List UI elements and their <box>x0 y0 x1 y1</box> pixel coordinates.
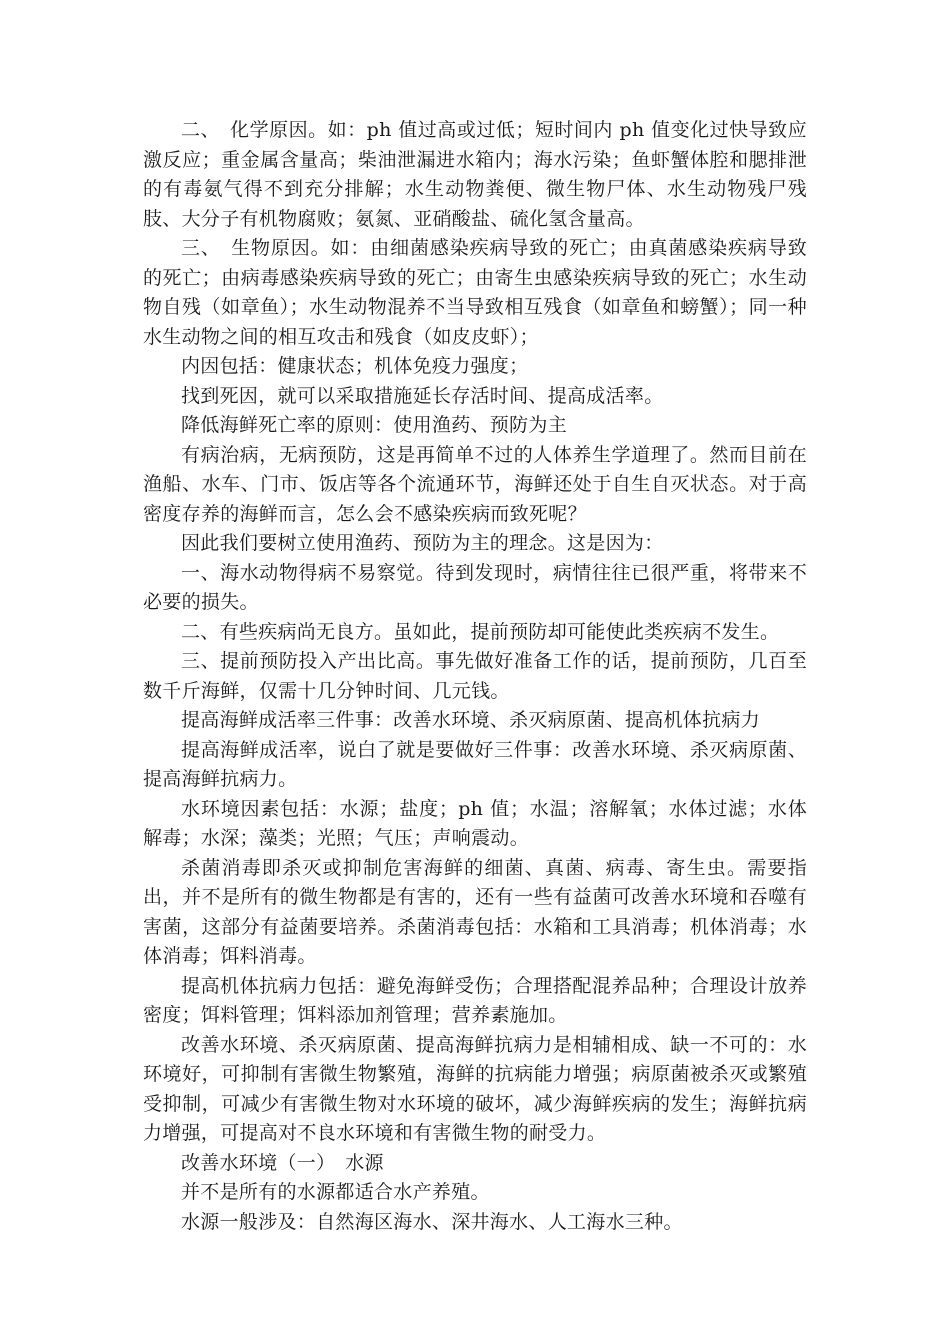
paragraph-find-cause: 找到死因，就可以采取措施延长存活时间、提高成活率。 <box>181 384 664 407</box>
paragraph-internal-causes: 内因包括：健康状态；机体免疫力强度； <box>181 355 529 377</box>
paragraph-biological-causes: 三、 生物原因。如：由细菌感染疾病导致的死亡；由真菌感染疾病导致的死亡；由病毒感染疾病导致的死亡；由寄生虫感染疾病导致的死亡；水生动物自残（如章鱼）；水生动物混养不当导致相互残食（如章鱼和螃蟹）；同一种水生动物之间的相互攻击和残食（如皮皮虾）； <box>143 237 807 348</box>
heading-reduce-mortality-principle: 降低海鲜死亡率的原则：使用渔药、预防为主 <box>181 414 568 436</box>
list-item-reason-1: 一、海水动物得病不易察觉。待到发现时，病情往往已很严重，将带来不必要的损失。 <box>143 561 807 613</box>
list-item-reason-3: 三、提前预防投入产出比高。事先做好准备工作的话，提前预防，几百至数千斤海鲜，仅需十几分钟时间、几元钱。 <box>143 650 807 702</box>
paragraph-water-source-types: 水源一般涉及：自然海区海水、深井海水、人工海水三种。 <box>181 1210 683 1233</box>
heading-water-source: 改善水环境（一） 水源 <box>181 1151 384 1174</box>
paragraph-treat-and-prevent: 有病治病，无病预防，这是再简单不过的人体养生学道理了。然而目前在渔船、水车、门市、饭店等各个流通环节，海鲜还处于自生自灭状态。对于高密度存养的海鲜而言，怎么会不感染疾病而致死呢？ <box>143 443 807 525</box>
list-item-reason-2: 二、有些疾病尚无良方。虽如此，提前预防却可能使此类疾病不发生。 <box>181 620 780 643</box>
paragraph-three-things: 提高海鲜成活率，说白了就是要做好三件事：改善水环境、杀灭病原菌、提高海鲜抗病力。 <box>143 738 807 790</box>
paragraph-water-source-suitability: 并不是所有的水源都适合水产养殖。 <box>181 1181 490 1203</box>
document-page <box>143 116 807 1237</box>
paragraph-disinfection: 杀菌消毒即杀灭或抑制危害海鲜的细菌、真菌、病毒、寄生虫。需要指出，并不是所有的微生物都是有害的，还有一些有益菌可改善水环境和吞噬有害菌，这部分有益菌要培养。杀菌消毒包括：水箱和工具消毒；机体消毒；水体消毒；饵料消毒。 <box>143 856 807 967</box>
paragraph-complementary: 改善水环境、杀灭病原菌、提高海鲜抗病力是相辅相成、缺一不可的：水环境好，可抑制有害微生物繁殖，海鲜的抗病能力增强；病原菌被杀灭或繁殖受抑制，可减少有害微生物对水环境的破坏，减少海鲜疾病的发生；海鲜抗病力增强，可提高对不良水环境和有害微生物的耐受力。 <box>143 1033 807 1144</box>
paragraph-prevention-concept: 因此我们要树立使用渔药、预防为主的理念。这是因为： <box>181 532 664 554</box>
paragraph-chemical-causes: 二、 化学原因。如：ph 值过高或过低；短时间内 ph 值变化过快导致应激反应；重金属含量高；柴油泄漏进水箱内；海水污染；鱼虾蟹体腔和腮排泄的有毒氨气得不到充分排解；水生动物粪便、微生物尸体、水生动物残尸残肢、大分子有机物腐败；氨氮、亚硝酸盐、硫化氢含量高。 <box>143 119 807 230</box>
paragraph-disease-resistance: 提高机体抗病力包括：避免海鲜受伤；合理搭配混养品种；合理设计放养密度；饵料管理；饵料添加剂管理；营养素施加。 <box>143 974 807 1026</box>
heading-three-things: 提高海鲜成活率三件事：改善水环境、杀灭病原菌、提高机体抗病力 <box>181 709 761 731</box>
paragraph-water-environment-factors: 水环境因素包括：水源；盐度；ph 值；水温；溶解氧；水体过滤；水体解毒；水深；藻类；光照；气压；声响震动。 <box>143 797 807 849</box>
